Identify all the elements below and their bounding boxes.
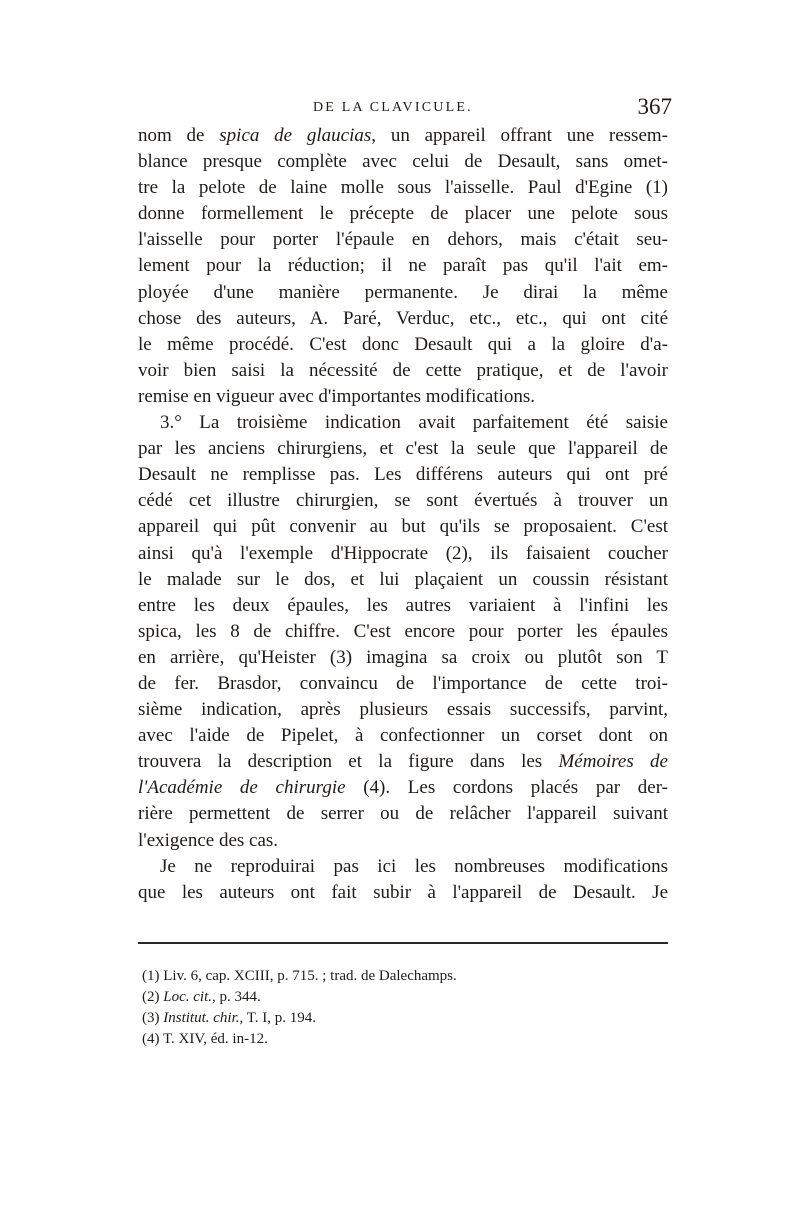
text-line: par les anciens chirurgiens, et c'est la seule que l'appareil de (138, 438, 668, 460)
text-line: lement pour la réduction; il ne paraît pas qu'il l'ait em- (138, 255, 668, 277)
text-line: nom de spica de glaucias, un appareil offrant une ressem- (138, 125, 668, 146)
running-head: DE LA CLAVICULE. (313, 100, 473, 115)
text-line: appareil qui pût convenir au but qu'ils se proposaient. C'est (138, 516, 668, 538)
text-line: l'Académie de chirurgie (4). Les cordons placés par der- (138, 777, 668, 799)
text-line: trouvera la description et la figure dans les Mémoires de (138, 751, 668, 773)
text-line: voir bien saisi la nécessité de cette pratique, et de l'avoir (138, 359, 668, 381)
page-header (138, 94, 678, 124)
footnote: (4) T. XIV, éd. in-12. (142, 1031, 268, 1047)
text-line: 3.° La troisième indication avait parfaitement été saisie (160, 412, 668, 434)
text-line: donne formellement le précepte de placer une pelote sous (138, 203, 668, 225)
footnote-divider (138, 942, 668, 944)
text-line: Je ne reproduirai pas ici les nombreuses modifications (160, 855, 668, 877)
text-line: de fer. Brasdor, convaincu de l'importance de cette troi- (138, 672, 668, 694)
text-line: ainsi qu'à l'exemple d'Hippocrate (2), ils faisaient coucher (138, 542, 668, 564)
footnote: (2) Loc. cit., p. 344. (142, 989, 261, 1005)
footnotes (142, 966, 662, 1050)
footnote: (1) Liv. 6, cap. XCIII, p. 715. ; trad. de Dalechamps. (142, 968, 457, 984)
text-line: sième indication, après plusieurs essais successifs, parvint, (138, 699, 668, 721)
text-line: remise en vigueur avec d'importantes modifications. (138, 385, 536, 407)
text-line: blance presque complète avec celui de Desault, sans omet- (138, 151, 668, 173)
text-line: le malade sur le dos, et lui plaçaient un coussin résistant (138, 568, 668, 590)
text-line: en arrière, qu'Heister (3) imagina sa croix ou plutôt son T (138, 646, 668, 668)
text-line: que les auteurs ont fait subir à l'appareil de Desault. Je (138, 881, 668, 903)
text-line: Desault ne remplisse pas. Les différens auteurs qui ont pré (138, 464, 668, 486)
page-number: 367 (637, 94, 672, 119)
footnote: (3) Institut. chir., T. I, p. 194. (142, 1010, 317, 1026)
text-line: ployée d'une manière permanente. Je dirai la même (138, 281, 668, 303)
text-line: entre les deux épaules, les autres variaient à l'infini les (138, 594, 668, 616)
text-line: chose des auteurs, A. Paré, Verduc, etc., etc., qui ont cité (138, 307, 668, 329)
text-line: cédé cet illustre chirurgien, se sont évertués à trouver un (138, 490, 668, 512)
text-line: rière permettent de serrer ou de relâcher l'appareil suivant (138, 803, 668, 825)
text-line: le même procédé. C'est donc Desault qui a la gloire d'a- (138, 333, 668, 355)
text-line: l'exigence des cas. (138, 829, 279, 851)
text-line: avec l'aide de Pipelet, à confectionner un corset dont on (138, 725, 668, 747)
text-line: l'aisselle pour porter l'épaule en dehors, mais c'était seu- (138, 229, 668, 251)
text-line: tre la pelote de laine molle sous l'aisselle. Paul d'Egine (1) (138, 177, 668, 199)
text-line: spica, les 8 de chiffre. C'est encore pour porter les épaules (138, 620, 668, 642)
body-text (138, 123, 668, 906)
